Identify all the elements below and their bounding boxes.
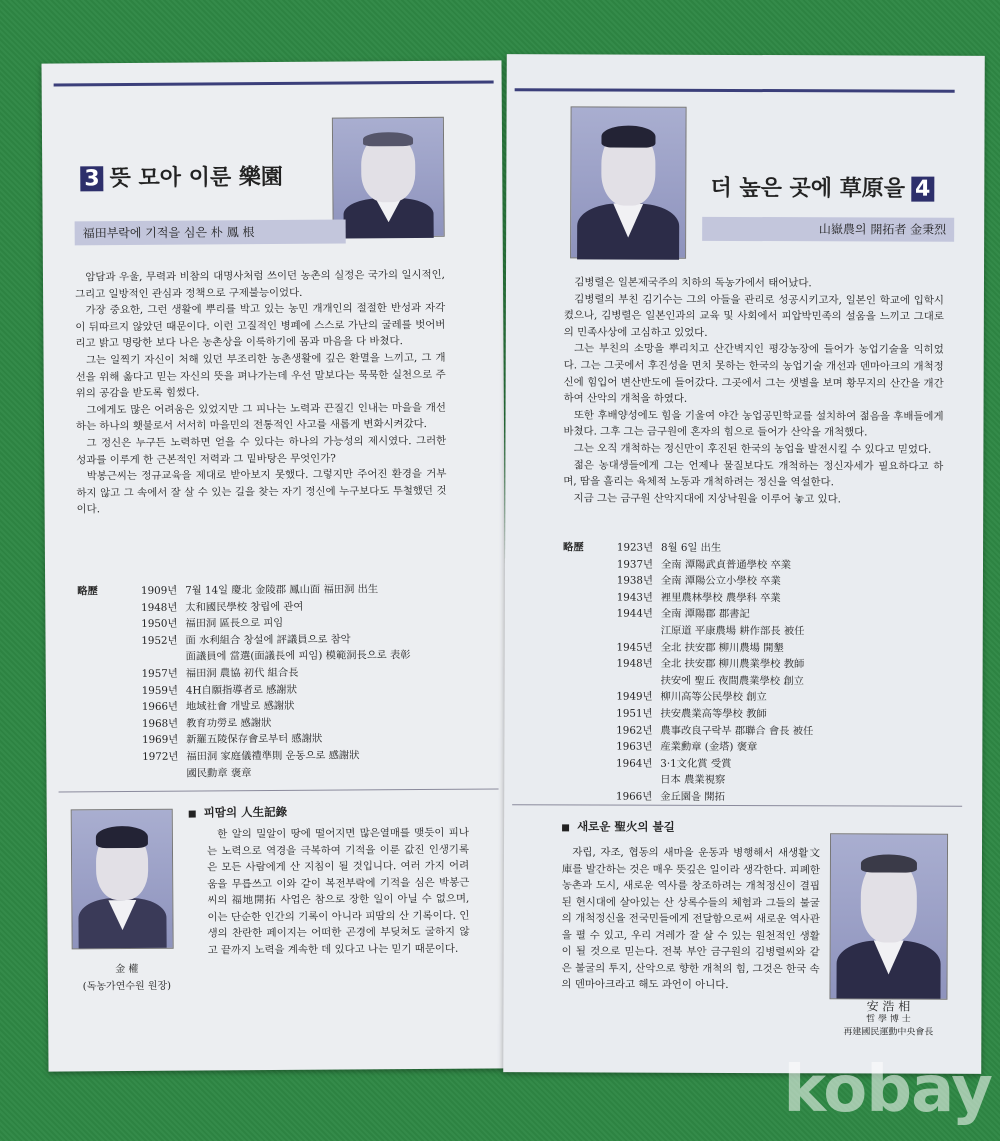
subtitle-text: 山嶽農의 開拓者 金秉烈	[818, 222, 947, 237]
history-row: 1957년 福田洞 農協 初代 組合長	[141, 666, 299, 680]
paragraph: 박봉근씨는 정규교육을 제대로 받아보지 못했다. 그렇지만 주어진 환경을 거부하지 않고 그 속에서 잘 살 수 있는 길을 찾는 자기 정신에 누구보다도 투철했던 것이다.	[76, 467, 447, 516]
caption-name: 安 浩 相	[866, 999, 911, 1014]
paragraph: 김병렬의 부친 김기수는 그의 아들을 관리로 성공시키고자, 일본인 학교에 입학시켰으나, 김병렬은 일본인과의 교육 및 사회에서 피압박민족의 설움을 느끼고 그대로의 민족사상에 고심하고 있었다.	[563, 292, 944, 339]
paragraph: 지금 그는 금구원 산악지대에 지상낙원을 이루어 놓고 있다.	[573, 492, 841, 506]
chapter-title-text: 뜻 모아 이룬 樂園	[109, 163, 283, 192]
history-row: 1943년 裡里農林學校 農學科 卒業	[616, 591, 781, 604]
history-row: 1948년 太和國民學校 창립에 관여	[141, 600, 304, 614]
paragraph: 그는 오직 개척하는 정신만이 후진된 한국의 농업을 발전시킬 수 있다고 믿었다.	[573, 442, 932, 456]
history-row: 1923년 8월 6일 出生	[616, 541, 722, 554]
history-row: 1972년 福田洞 家庭儀禮準則 운동으로 感謝狀	[142, 749, 360, 763]
history-row: 1950년 福田洞 區長으로 피임	[141, 617, 284, 631]
paragraph: 암담과 우울, 무력과 비참의 대명사처럼 쓰이던 농촌의 실정은 국가의 일시적인, 그리고 일방적인 관심과 정책으로 구제불능이었다.	[75, 268, 446, 300]
history-row: 1937년 全南 潭陽武貞普通學校 卒業	[616, 558, 792, 571]
history-row: 國民勳章 褒章	[186, 766, 252, 780]
box-caption	[813, 1000, 963, 1040]
chapter-number: 3	[80, 166, 103, 191]
paragraph: 그는 부친의 소망을 뿌리치고 산간벽지인 평강농장에 들어가 농업기술을 익히었다. 그는 그곳에서 후진성을 면치 못하는 한국의 농업기술 개선과 덴마아크의 개척정신에 힘입어 변산반도에 들어갔다. 그곳에서 그는 샛별을 보며 황무지의 산간을 개간하여 산악의 개척을 하였다.	[563, 342, 944, 405]
box-heading	[562, 818, 675, 834]
portrait-photo-park	[332, 117, 445, 238]
history-row: 面議員에 當選(面議長에 피임) 模範洞長으로 表彰	[185, 649, 411, 664]
chapter-number: 4	[911, 177, 934, 202]
left-page	[41, 60, 508, 1071]
history-row: 1909년 7월 14일 慶北 金陵郡 鳳山面 福田洞 出生	[140, 583, 379, 597]
history-row: 日本 農業視察	[660, 774, 726, 787]
right-page	[503, 54, 985, 1074]
history-row: 1966년 地域社會 개발로 感謝狀	[141, 700, 295, 714]
history-row: 1966년 金丘園을 開拓	[616, 790, 725, 803]
history-row: 1969년 新羅五陵保存會로부터 感謝狀	[142, 733, 323, 747]
paragraph: 젊은 농대생들에게 그는 언제나 물질보다도 개척하는 정신자세가 필요하다고 하며, 땀을 흘리는 육체적 노동과 개척하려는 정신을 역설한다.	[563, 458, 944, 489]
history-row: 扶安에 聖丘 夜間農業學校 創立	[660, 674, 804, 687]
paragraph: 또한 후배양성에도 힘을 기울여 야간 농업공민학교를 설치하여 젊음을 후배들에게 바쳤다. 그후 그는 금구원에 혼자의 힘으로 들어가 산악을 개척했다.	[563, 409, 944, 439]
watermark-logo: kobay	[783, 1053, 992, 1127]
section-divider	[59, 788, 499, 792]
history-row: 1948년 全北 扶安郡 柳川農業學校 教師	[616, 657, 805, 671]
article-body	[563, 274, 944, 508]
history-row: 1959년 4H自願指導者로 感謝狀	[141, 683, 298, 697]
portrait-photo-kim-gwon	[71, 809, 174, 950]
history-row: 1945년 全北 扶安郡 柳川農場 開墾	[616, 641, 784, 654]
bullet-square-icon	[189, 810, 196, 817]
history-row: 1951년 扶安農業高等學校 教師	[616, 707, 767, 721]
portrait-photo-kim-byeongryeol	[570, 106, 687, 258]
portrait-photo-an-hosang	[829, 833, 948, 999]
subtitle-bar	[75, 219, 346, 245]
bullet-square-icon	[562, 824, 569, 831]
chapter-title-text: 더 높은 곳에 草原을	[710, 174, 906, 202]
caption-role: 哲 學 博 士	[866, 1014, 911, 1025]
article-body	[75, 267, 447, 518]
paragraph: 그에게도 많은 어려움은 있었지만 그 피나는 노력과 끈질긴 인내는 마을을 개선하는 하나의 횃불로서 서서히 마을민의 전통적인 사고를 새롭게 변화시켜갔다.	[75, 401, 446, 433]
box-paragraph: 한 알의 밀알이 땅에 떨어지면 많은열매를 맺듯이 피나는 노력으로 역경을 극복하여 기적을 이룬 값진 인생기록은 모든 사람에게 산 지침이 될 것입니다. 여러 가지 어려움을 무릅쓰고 이와 같이 복전부락에 기적을 심은 박봉근씨의 福地開拓 사업은 참으로 장한 일이 아닐 수 없으며, 이는 단순한 인간의 기록이 아니라 피땀의 산 기록이다. 인생의 찬란한 페이지는 어떠한 곤경에 부딪쳐도 굴하지 않고 끝까지 노력을 계속한 데 있다고 나는 믿기 때문이다.	[206, 826, 470, 956]
history-row: 1964년 3·1文化賞 受賞	[616, 757, 732, 770]
history-label: 略歷	[77, 585, 98, 598]
chapter-title	[74, 160, 283, 192]
history-row: 江原道 平康農場 耕作部長 被任	[660, 624, 805, 638]
chapter-title	[710, 171, 940, 203]
box-heading	[189, 804, 287, 821]
box-text	[207, 825, 470, 959]
history-row: 1962년 農事改良구락부 郡聯合 會長 被任	[616, 724, 814, 737]
paragraph: 가장 중요한, 그런 생활에 뿌리를 박고 있는 농민 개개인의 절절한 반성과 자각이 뒤따르지 않았던 때문이다. 이런 고질적인 병폐에 스스로 가난의 굴레를 벗어버리고 밝고 명랑한 보다 나은 농촌상을 이룩하기에 몸과 마음을 다 바쳤다.	[75, 301, 446, 350]
paragraph: 그는 일찍기 자신이 처해 있던 부조리한 농촌생활에 깊은 환멸을 느끼고, 그 개선을 위해 옳다고 믿는 자신의 뜻을 펴나가는데 우선 말보다는 묵묵한 실천으로 주위의 공감을 받도록 힘썼다.	[75, 351, 446, 400]
history-list	[77, 581, 478, 783]
history-row: 1944년 全南 潭陽郡 郡書記	[616, 607, 750, 621]
history-row: 1938년 全南 潭陽公立小學校 卒業	[616, 574, 781, 588]
box-text	[562, 844, 821, 993]
history-label: 略歷	[563, 541, 584, 554]
top-rule	[54, 80, 494, 86]
section-divider	[512, 804, 962, 807]
box-heading-text: 피땀의 人生記錄	[203, 804, 288, 820]
caption-role: (독농가연수원 원장)	[82, 980, 172, 993]
paragraph: 그 정신은 누구든 노력하면 얻을 수 있다는 하나의 가능성의 제시였다. 그러한 성과를 이루게 한 근본적인 저력과 그 밑바탕은 무엇인가?	[76, 434, 447, 466]
paragraph: 김병렬은 일본제국주의 치하의 독농가에서 태어났다.	[574, 276, 812, 290]
box-heading-text: 새로운 聖火의 불길	[577, 819, 675, 834]
history-list	[562, 539, 963, 806]
subtitle-bar	[702, 217, 954, 242]
caption-name: 金 權	[115, 963, 139, 976]
history-row: 1949년 柳川高等公民學校 創立	[616, 690, 767, 704]
box-paragraph: 자립, 자조, 협동의 새마을 운동과 병행해서 새생활文庫를 발간하는 것은 매우 뜻깊은 일이라 생각한다. 피폐한 농촌과 도시, 새로운 역사를 창조하려는 개척정신이 결핍된 현시대에 살아있는 산 상록수들의 체험과 그들의 불굴의 개척정신을 전국민들에게 전달함으로써 새로운 역사관을 펼 수 있고, 우리 겨레가 잘 살 수 있는 원천적인 생활이 될 것으로 믿는다. 전북 부안 금구원의 김병렬씨와 같은 불굴의 투지, 산악으로 향한 개척의 힘, 그것은 한국 속의 덴마아크라고 해도 과언이 아니다.	[561, 846, 821, 991]
history-row: 1968년 教育功勞로 感謝狀	[141, 716, 272, 730]
history-row: 1963년 産業勳章 (金塔) 褒章	[616, 740, 758, 754]
history-row: 1952년 面 水利組合 창설에 評議員으로 참악	[141, 633, 351, 647]
subtitle-text: 福田부락에 기적을 심은 朴 鳳 根	[82, 225, 255, 241]
caption-role: 再建國民運動中央會長	[843, 1027, 934, 1038]
box-caption	[62, 961, 192, 996]
top-rule	[515, 88, 955, 93]
